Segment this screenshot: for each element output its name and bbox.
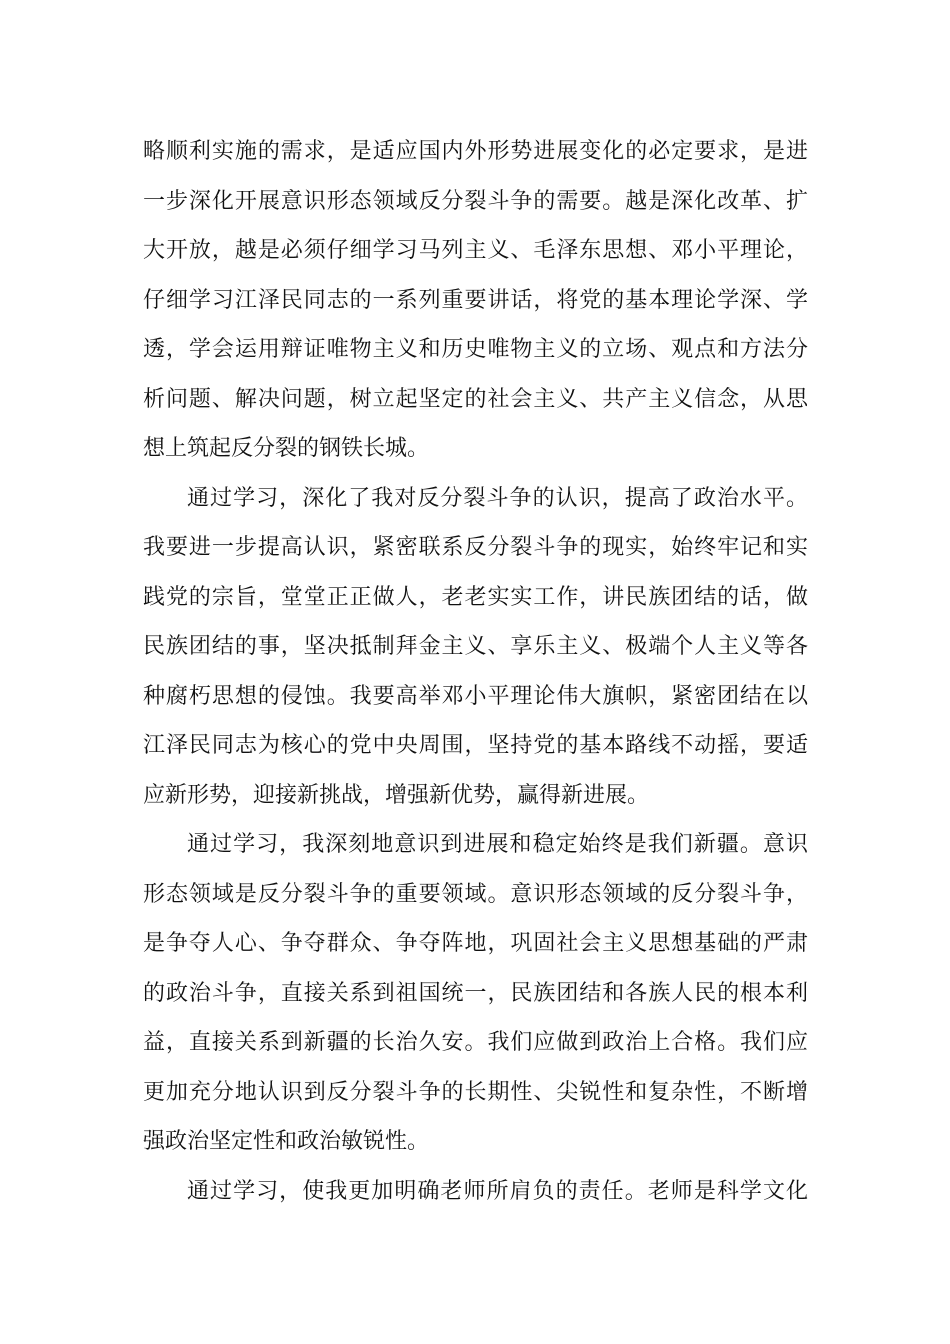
text-line: 析问题、解决问题，树立起坚定的社会主义、共产主义信念，从思 [143, 386, 808, 412]
text-line: 一步深化开展意识形态领域反分裂斗争的需要。越是深化改革、扩 [143, 188, 808, 214]
text-line: 想上筑起反分裂的钢铁长城。 [143, 436, 430, 461]
text-line: 通过学习，使我更加明确老师所肩负的责任。老师是科学文化 [187, 1178, 808, 1204]
document-body [143, 127, 808, 1216]
text-line: 民族团结的事，坚决抵制拜金主义、享乐主义、极端个人主义等各 [143, 634, 808, 659]
text-line: 应新形势，迎接新挑战，增强新优势，赢得新进展。 [143, 782, 650, 808]
text-line: 更加充分地认识到反分裂斗争的长期性、尖锐性和复杂性，不断增 [143, 1079, 808, 1105]
text-line: 我要进一步提高认识，紧密联系反分裂斗争的现实，始终牢记和实 [143, 535, 808, 560]
text-line: 通过学习，我深刻地意识到进展和稳定始终是我们新疆。意识 [187, 832, 808, 857]
text-line: 江泽民同志为核心的党中央周围，坚持党的基本路线不动摇，要适 [143, 733, 808, 758]
text-line: 践党的宗旨，堂堂正正做人，老老实实工作，讲民族团结的话，做 [143, 584, 808, 610]
text-line: 大开放，越是必须仔细学习马列主义、毛泽东思想、邓小平理论， [143, 238, 808, 263]
text-line: 略顺利实施的需求，是适应国内外形势进展变化的必定要求，是进 [143, 139, 808, 164]
text-line: 种腐朽思想的侵蚀。我要高举邓小平理论伟大旗帜，紧密团结在以 [143, 683, 808, 709]
text-line: 的政治斗争，直接关系到祖国统一，民族团结和各族人民的根本利 [143, 980, 808, 1006]
text-line: 仔细学习江泽民同志的一系列重要讲话，将党的基本理论学深、学 [143, 287, 808, 313]
text-line: 益，直接关系到新疆的长治久安。我们应做到政治上合格。我们应 [143, 1030, 808, 1055]
text-line: 强政治坚定性和政治敏锐性。 [143, 1129, 430, 1154]
text-line: 是争夺人心、争夺群众、争夺阵地，巩固社会主义思想基础的严肃 [143, 931, 808, 956]
text-line: 形态领域是反分裂斗争的重要领域。意识形态领域的反分裂斗争， [143, 881, 808, 907]
text-line: 透，学会运用辩证唯物主义和历史唯物主义的立场、观点和方法分 [143, 337, 808, 362]
text-line: 通过学习，深化了我对反分裂斗争的认识，提高了政治水平。 [187, 485, 808, 511]
